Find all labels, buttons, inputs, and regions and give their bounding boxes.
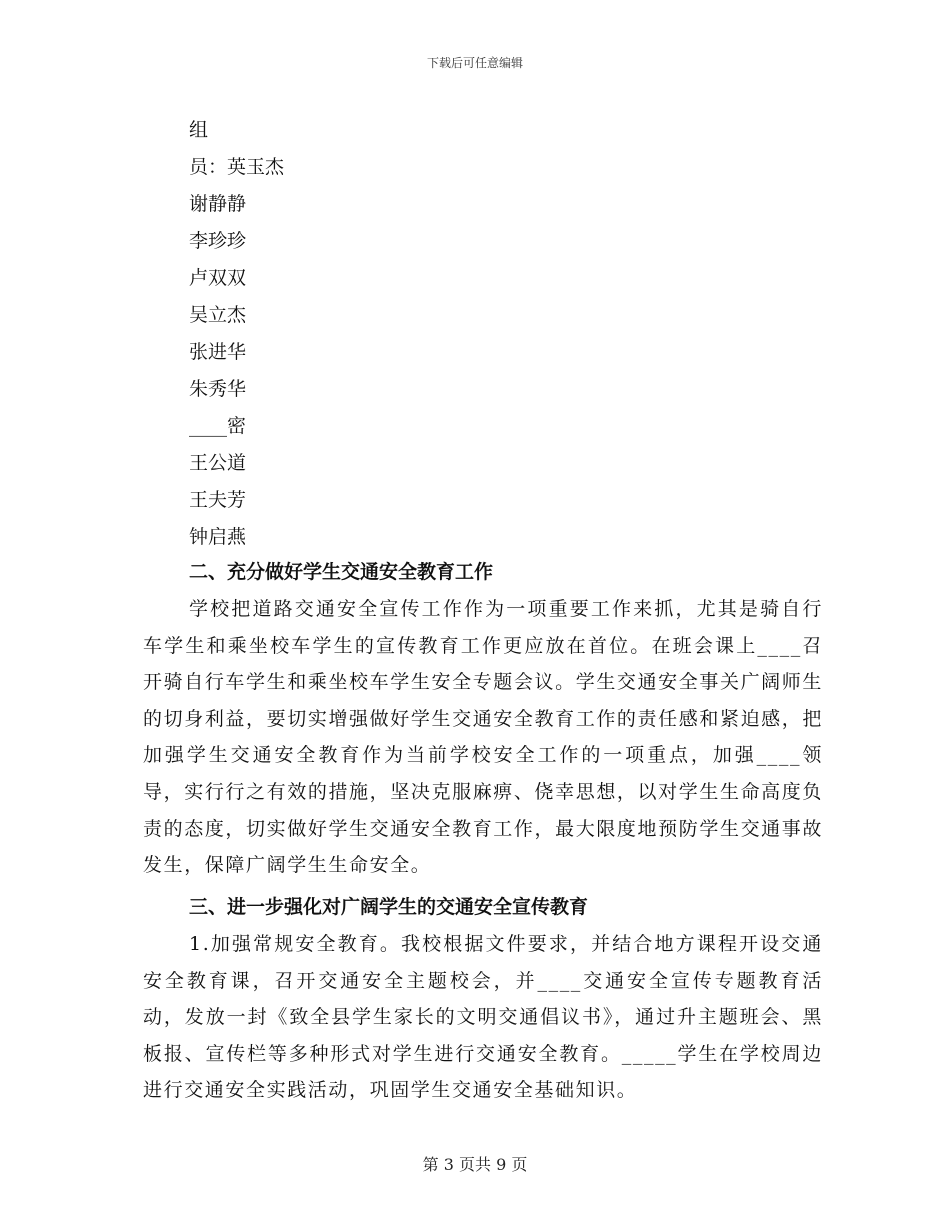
member-name: 组: [189, 119, 209, 141]
member-name: 谢静静: [189, 193, 247, 215]
page-footer: 第 3 页共 9 页: [422, 1155, 528, 1174]
member-name: 员：英玉杰: [189, 156, 285, 178]
member-name: 吴立杰: [189, 304, 247, 326]
section-strengthen-publicity: [143, 888, 823, 1109]
member-name: 朱秀华: [189, 378, 247, 400]
section-paragraph: 1.加强常规安全教育。我校根据文件要求，并结合地方课程开设交通安全教育课，召开交通安全主题校会，并____交通安全宣传专题教育活动，发放一封《致全县学生家长的文明交通倡议书》，通过升主题班会、黑板报、宣传栏等多种形式对学生进行交通安全教育。_____学生在学校周边进行交通安全实践活动，巩固学生交通安全基础知识。: [143, 933, 823, 1102]
section-heading: 三、进一步强化对广阔学生的交通安全宣传教育: [189, 896, 589, 918]
page-header: 下载后可任意编辑: [426, 56, 523, 70]
member-name: 卢双双: [189, 267, 247, 289]
member-list: [189, 112, 789, 556]
member-name: 李珍珍: [189, 230, 247, 252]
section-traffic-safety-education: [143, 553, 823, 884]
member-name: 王公道: [189, 452, 247, 474]
member-name: 张进华: [189, 341, 247, 363]
member-name: 钟启燕: [189, 526, 247, 548]
member-name: ____密: [189, 415, 247, 437]
section-paragraph: 学校把道路交通安全宣传工作作为一项重要工作来抓，尤其是骑自行车学生和乘坐校车学生的宣传教育工作更应放在首位。在班会课上____召开骑自行车学生和乘坐校车学生安全专题会议。学生交通安全事关广阔师生的切身利益，要切实增强做好学生交通安全教育工作的责任感和紧迫感，把加强学生交通安全教育作为当前学校安全工作的一项重点，加强____领导，实行行之有效的措施，坚决克服麻痹、侥幸思想，以对学生生命高度负责的态度，切实做好学生交通安全教育工作，最大限度地预防学生交通事故发生，保障广阔学生生命安全。: [143, 598, 823, 877]
member-name: 王夫芳: [189, 489, 247, 511]
section-heading: 二、充分做好学生交通安全教育工作: [189, 561, 494, 583]
